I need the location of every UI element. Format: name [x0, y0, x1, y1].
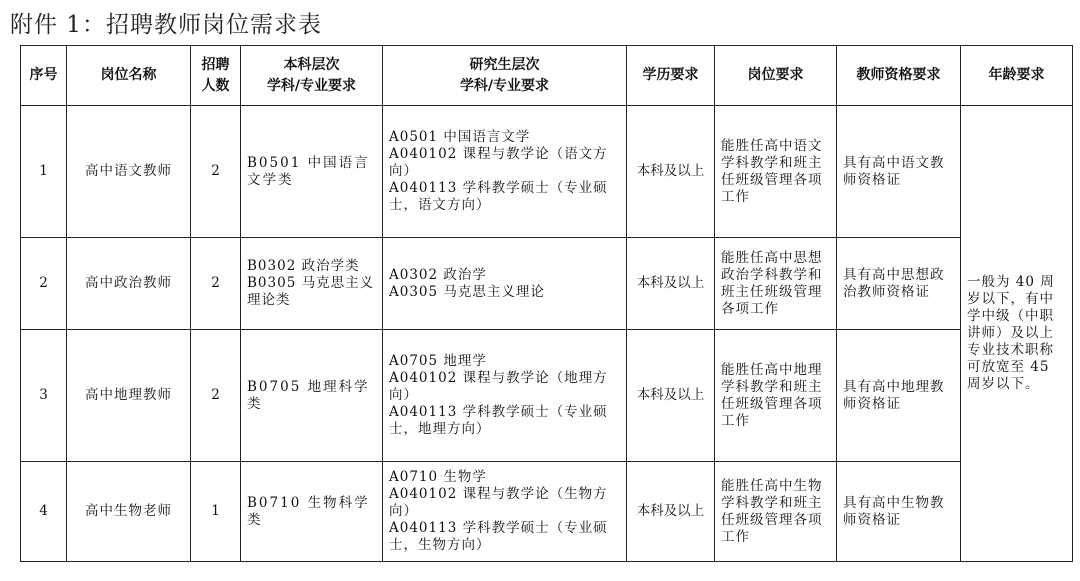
cell-duty: 能胜任高中思想政治学科教学和班主任班级管理各项工作	[715, 238, 837, 330]
undergrad-line: B0302 政治学类	[247, 258, 360, 274]
cell-age-requirement: 一般为 40 周岁以下，有中学中级（中职讲师）及以上专业技术职称可放宽至 45 周岁以下。	[961, 106, 1073, 562]
table-row	[21, 462, 1073, 562]
header-seq: 序号	[21, 46, 67, 106]
header-postgrad	[383, 46, 627, 106]
cell-postgrad	[383, 330, 627, 462]
header-postgrad-line2: 学科/专业要求	[459, 77, 550, 94]
recruitment-table	[20, 45, 1073, 562]
cell-education: 本科及以上	[627, 330, 715, 462]
header-postgrad-line1: 研究生层次	[469, 56, 540, 73]
postgrad-line: A0305 马克思主义理论	[389, 283, 545, 300]
table-row	[21, 330, 1073, 462]
cell-position: 高中生物老师	[67, 462, 191, 562]
postgrad-line: A0705 地理学	[389, 353, 487, 369]
cell-undergrad: B0705 地理科学类	[241, 330, 383, 462]
postgrad-line: A040102 课程与教学论（地理方向）	[389, 370, 608, 403]
postgrad-line: A0710 生物学	[389, 469, 487, 485]
header-undergrad-line1: 本科层次	[283, 56, 340, 73]
postgrad-line: A040113 学科教学硕士（专业硕士，生物方向）	[389, 520, 608, 553]
postgrad-line: A0501 中国语言文学	[389, 129, 531, 145]
undergrad-line: B0305 马克思主义理论类	[247, 275, 375, 308]
header-cert: 教师资格要求	[837, 46, 961, 106]
header-count-line1: 招聘	[201, 56, 230, 73]
cell-count: 2	[191, 106, 241, 238]
header-education: 学历要求	[627, 46, 715, 106]
cell-cert: 具有高中语文教师资格证	[837, 106, 961, 238]
cell-postgrad	[383, 238, 627, 330]
cell-seq: 3	[21, 330, 67, 462]
cell-cert: 具有高中地理教师资格证	[837, 330, 961, 462]
cell-count: 2	[191, 238, 241, 330]
postgrad-line: A040102 课程与教学论（语文方向）	[389, 146, 608, 179]
postgrad-line: A040102 课程与教学论（生物方向）	[389, 486, 608, 519]
cell-duty: 能胜任高中生物学科教学和班主任班级管理各项工作	[715, 462, 837, 562]
header-undergrad	[241, 46, 383, 106]
cell-cert: 具有高中生物教师资格证	[837, 462, 961, 562]
cell-position: 高中地理教师	[67, 330, 191, 462]
cell-duty: 能胜任高中地理学科教学和班主任班级管理各项工作	[715, 330, 837, 462]
header-row	[21, 46, 1073, 106]
cell-undergrad: B0501 中国语言文学类	[241, 106, 383, 238]
cell-postgrad	[383, 462, 627, 562]
cell-education: 本科及以上	[627, 462, 715, 562]
cell-count: 2	[191, 330, 241, 462]
header-age: 年龄要求	[961, 46, 1073, 106]
header-position: 岗位名称	[67, 46, 191, 106]
cell-count: 1	[191, 462, 241, 562]
table-row	[21, 106, 1073, 238]
cell-education: 本科及以上	[627, 106, 715, 238]
cell-cert: 具有高中思想政治教师资格证	[837, 238, 961, 330]
document-title: 附件 1：招聘教师岗位需求表	[10, 12, 322, 38]
cell-duty: 能胜任高中语文学科教学和班主任班级管理各项工作	[715, 106, 837, 238]
cell-position: 高中语文教师	[67, 106, 191, 238]
postgrad-line: A040113 学科教学硕士（专业硕士，地理方向）	[389, 404, 608, 437]
cell-undergrad	[241, 238, 383, 330]
cell-position: 高中政治教师	[67, 238, 191, 330]
cell-undergrad: B0710 生物科学类	[241, 462, 383, 562]
header-count	[191, 46, 241, 106]
header-count-line2: 人数	[201, 77, 230, 94]
cell-education: 本科及以上	[627, 238, 715, 330]
postgrad-line: A0302 政治学	[389, 266, 487, 283]
header-undergrad-line2: 学科/专业要求	[266, 77, 357, 94]
cell-seq: 1	[21, 106, 67, 238]
cell-seq: 4	[21, 462, 67, 562]
header-duty: 岗位要求	[715, 46, 837, 106]
postgrad-line: A040113 学科教学硕士（专业硕士，语文方向）	[389, 180, 608, 213]
cell-seq: 2	[21, 238, 67, 330]
table-row	[21, 238, 1073, 330]
cell-postgrad	[383, 106, 627, 238]
